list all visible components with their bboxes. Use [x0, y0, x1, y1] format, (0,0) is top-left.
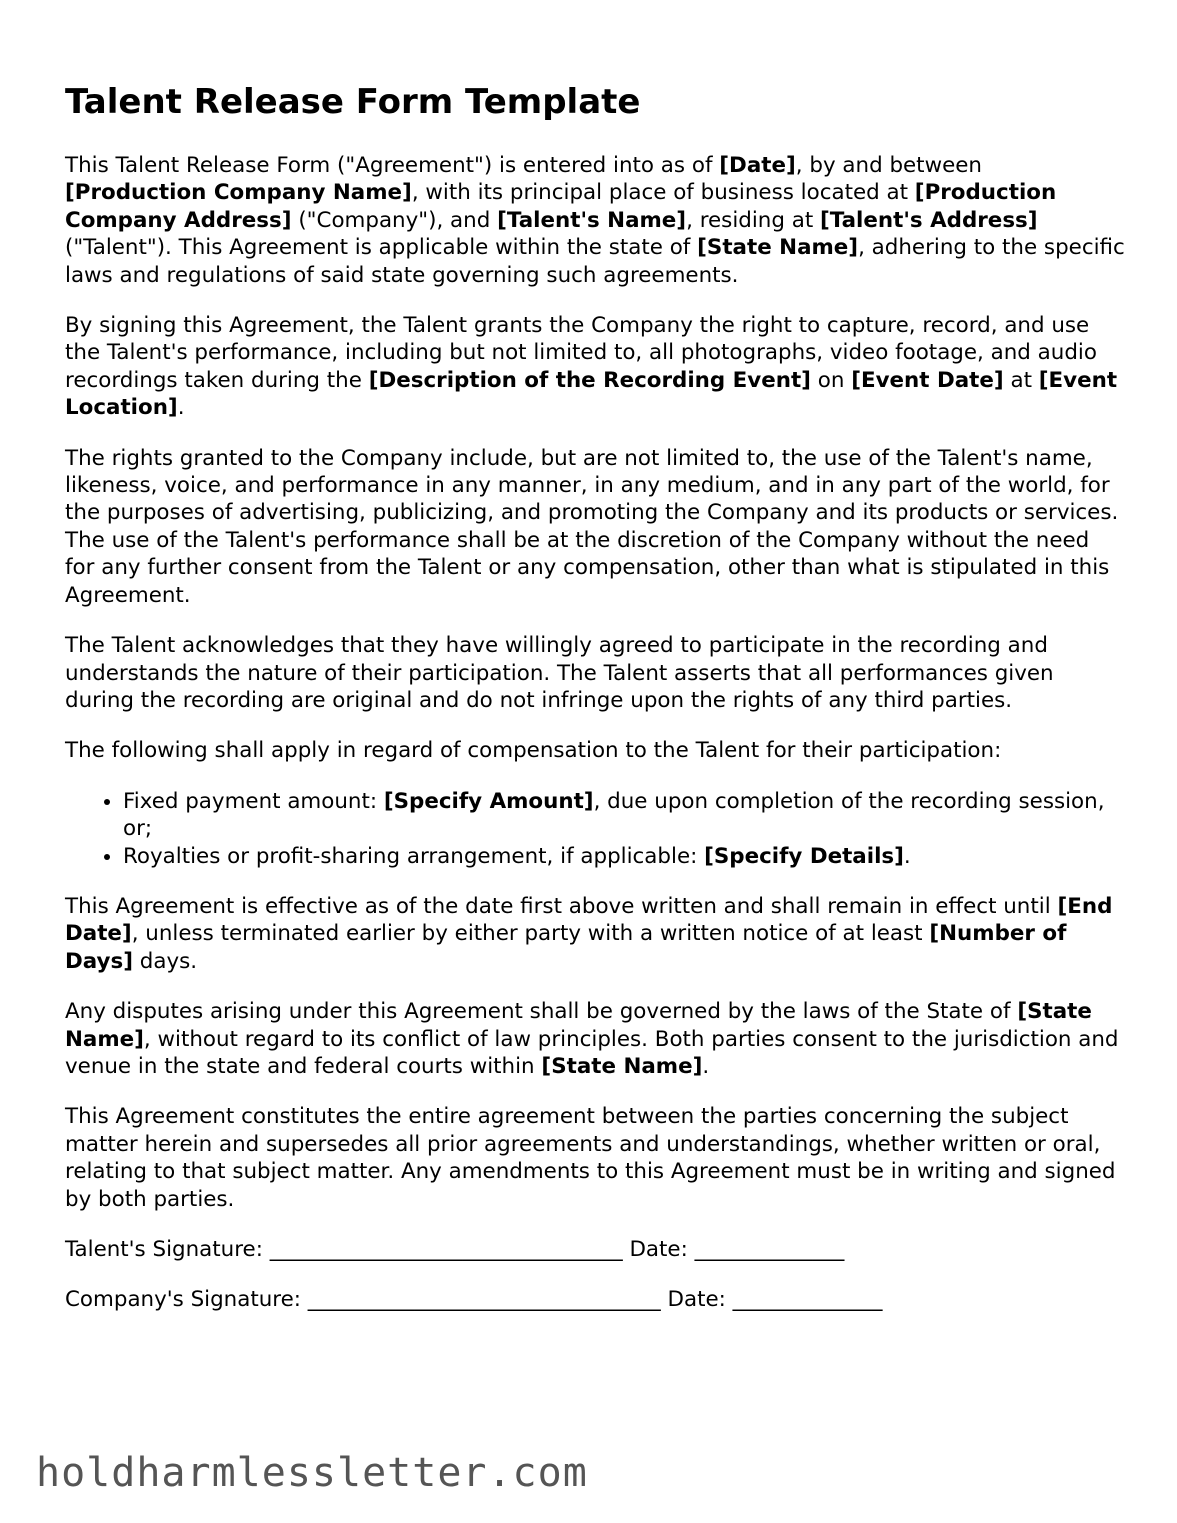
details-placeholder: [Specify Details]: [704, 843, 904, 869]
state-name-placeholder: [State Name]: [65, 999, 1092, 1052]
intro-paragraph: This Talent Release Form ("Agreement") is entered into as of [Date], by and between [Production Company Name], with its principal place of business located at [Production Company Address] ("Company"), and [Talent's Name], residing at [Talent's Address] ("Talent"). This Agreement is applicable within the state of [State Name], adhering to the specific laws and regulations of said state governing such agreements.: [65, 153, 1125, 288]
acknowledgement-paragraph: The Talent acknowledges that they have willingly agreed to participate in the recording and understands the nature of their participation. The Talent asserts that all performances given during the recording are original and do not infringe upon the rights of any third parties.: [65, 633, 1054, 713]
compensation-intro-paragraph: The following shall apply in regard of compensation to the Talent for their participation:: [65, 738, 1002, 764]
recording-event-placeholder: [Description of the Recording Event]: [368, 367, 811, 393]
list-item: • Royalties or profit-sharing arrangement, if applicable: [Specify Details].: [123, 843, 1125, 870]
date-placeholder: [Date]: [719, 153, 796, 178]
event-date-placeholder: [Event Date]: [851, 367, 1004, 393]
talent-signature-line[interactable]: Talent's Signature: _________________________________ Date: ______________: [65, 1237, 845, 1262]
watermark: holdharmlessletter.com: [36, 1450, 588, 1496]
governing-law-paragraph: Any disputes arising under this Agreement shall be governed by the laws of the State of [State Name], without regard to its conflict of law principles. Both parties consent to the jurisdiction and venue in the state and federal courts within [State Name].: [65, 999, 1119, 1079]
end-date-placeholder: [End Date]: [65, 893, 1113, 947]
term-paragraph: This Agreement is effective as of the date first above written and shall remain in effect until [End Date], unless terminated earlier by either party with a written notice of at least [Number of Days] days.: [65, 893, 1113, 974]
compensation-list: [65, 788, 1125, 870]
production-company-address-placeholder: [Production Company Address]: [65, 180, 1057, 233]
document-title: Talent Release Form Template: [65, 82, 641, 122]
company-signature-line[interactable]: Company's Signature: _________________________________ Date: ______________: [65, 1287, 883, 1313]
state-name-placeholder: [State Name]: [697, 235, 859, 261]
event-location-placeholder: [Event Location]: [65, 367, 1118, 421]
production-company-name-placeholder: [Production Company Name]: [65, 180, 412, 206]
amount-placeholder: [Specify Amount]: [383, 788, 594, 814]
list-item: • Fixed payment amount: [Specify Amount], due upon completion of the recording session, or;: [123, 788, 1125, 843]
talent-name-placeholder: [Talent's Name]: [497, 207, 687, 233]
rights-scope-paragraph: The rights granted to the Company include, but are not limited to, the use of the Talent's name, likeness, voice, and performance in any manner, in any medium, and in any part of the world, for the purposes of advertising, publicizing, and promoting the Company and its products or services. The use of the Talent's performance shall be at the discretion of the Company without the need for any further consent from the Talent or any compensation, other than what is stipulated in this Agreement.: [65, 445, 1119, 608]
talent-address-placeholder: [Talent's Address]: [820, 207, 1038, 233]
number-of-days-placeholder: [Number of Days]: [65, 921, 1067, 974]
document: [65, 78, 1125, 1337]
entire-agreement-paragraph: This Agreement constitutes the entire agreement between the parties concerning the subject matter herein and supersedes all prior agreements and understandings, whether written or oral, relating to that subject matter. Any amendments to this Agreement must be in writing and signed by both parties.: [65, 1104, 1116, 1212]
rights-grant-paragraph: By signing this Agreement, the Talent grants the Company the right to capture, record, and use the Talent's performance, including but not limited to, all photographs, video footage, and audio recordings taken during the [Description of the Recording Event] on [Event Date] at [Event Location].: [65, 313, 1118, 421]
state-name-placeholder: [State Name]: [541, 1053, 703, 1079]
